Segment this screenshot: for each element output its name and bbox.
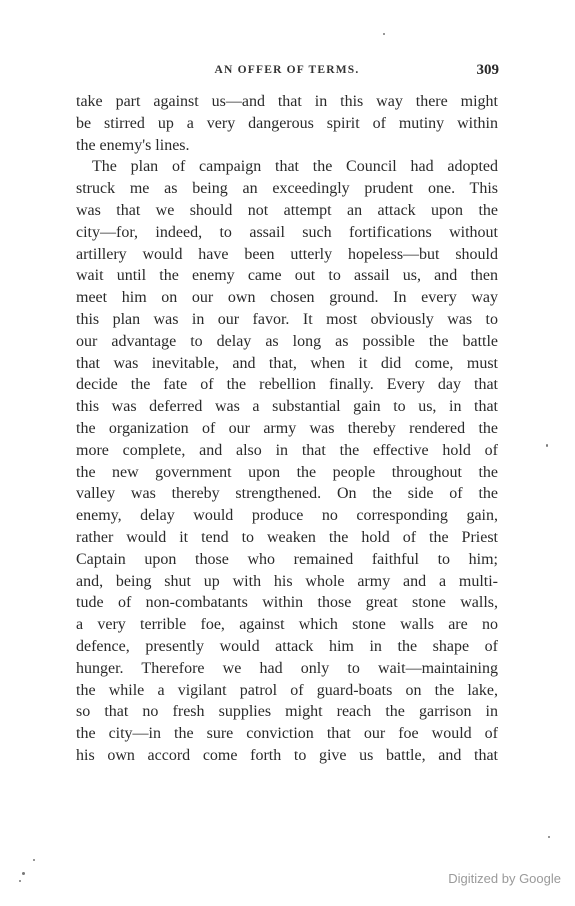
text-line: hunger. Therefore we had only to wait—maintaining [76,659,498,677]
text-line: the enemy's lines. [76,136,190,154]
text-line: struck me as being an exceedingly prudent one. This [76,180,498,198]
text-line: be stirred up a very dangerous spirit of mutiny within [76,114,498,132]
text-line: the new government upon the people throughout the [76,463,498,481]
text-line: this plan was in our favor. It most obviously was to [76,310,498,328]
text-line: so that no fresh supplies might reach the garrison in [76,703,498,721]
text-line: more complete, and also in that the effective hold of [76,441,498,459]
text-line: valley was thereby strengthened. On the side of the [76,485,498,503]
text-line: the city—in the sure conviction that our foe would of [76,725,498,743]
text-line: take part against us—and that in this way there might [76,93,498,110]
scan-speck [548,836,550,838]
text-line: our advantage to delay as long as possible the battle [76,332,498,350]
text-line: the organization of our army was thereby rendered the [76,419,498,437]
text-line: a very terrible foe, against which stone walls are no [76,616,498,634]
body-text [76,91,498,767]
text-line: defence, presently would attack him in the shape of [76,637,498,655]
text-line: Captain upon those who remained faithful to him; [76,550,498,568]
scan-speck [33,859,35,861]
running-head [75,62,499,82]
text-line: tude of non-combatants within those great stone walls, [76,594,498,612]
text-line: The plan of campaign that the Council had adopted [92,158,498,176]
text-line: city—for, indeed, to assail such fortifications without [76,223,498,241]
text-line: his own accord come forth to give us battle, and that [76,746,498,764]
digitized-watermark: Digitized by Google [448,871,561,886]
text-line: enemy, delay would produce no corresponding gain, [76,507,498,525]
text-line: this was deferred was a substantial gain to us, in that [76,398,498,416]
text-line: was that we should not attempt an attack upon the [76,201,498,219]
text-line: rather would it tend to weaken the hold of the Priest [76,528,498,546]
text-line: decide the fate of the rebellion finally. Every day that [76,376,498,394]
text-line: wait until the enemy came out to assail us, and then [76,267,498,285]
running-title: AN OFFER OF TERMS. [214,64,360,76]
text-line: that was inevitable, and that, when it did come, must [76,354,498,372]
text-line: artillery would have been utterly hopeless—but should [76,245,498,263]
text-line: meet him on our own chosen ground. In every way [76,289,498,307]
text-line: and, being shut up with his whole army and a multi- [76,572,498,590]
scan-speck [19,880,21,882]
scan-speck [383,33,385,35]
page-number: 309 [476,62,499,78]
text-line: the while a vigilant patrol of guard-boats on the lake, [76,681,498,699]
scan-speck [22,872,25,875]
scan-speck [546,444,548,447]
